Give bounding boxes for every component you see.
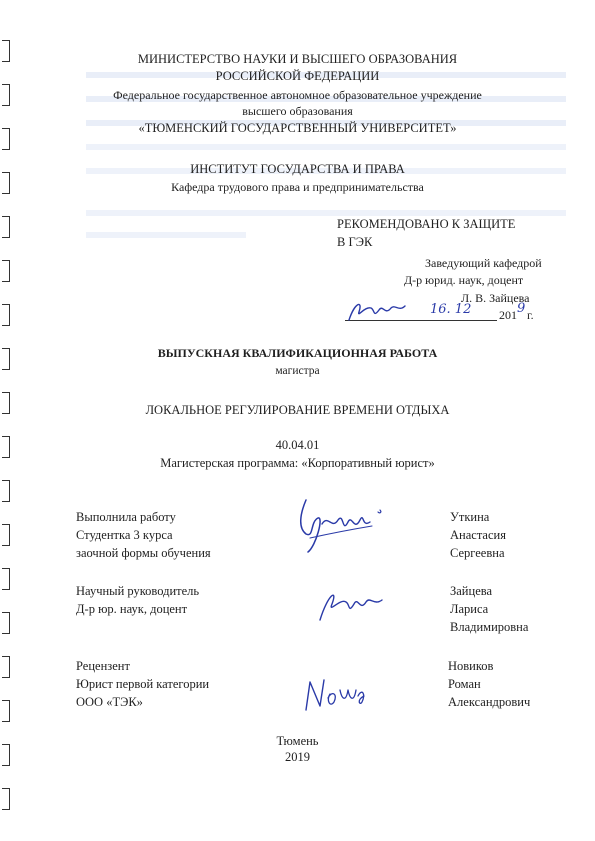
university-name: «ТЮМЕНСКИЙ ГОСУДАРСТВЕННЫЙ УНИВЕРСИТЕТ» (138, 121, 457, 135)
department-name: Кафедра трудового права и предпринимательства (171, 180, 424, 194)
author-surname: Уткина (450, 510, 490, 524)
ministry-line-1: МИНИСТЕРСТВО НАУКИ И ВЫСШЕГО ОБРАЗОВАНИЯ (137, 52, 458, 66)
supervisor-role-line-1: Научный руководитель (76, 584, 200, 598)
supervisor-patronymic: Владимировна (450, 620, 529, 634)
institute-name: ИНСТИТУТ ГОСУДАРСТВА И ПРАВА (190, 162, 405, 176)
author-signature (288, 494, 388, 558)
reviewer-name: Роман (448, 677, 481, 691)
degree-level: магистра (275, 365, 320, 377)
supervisor-role-line-2: Д-р юр. наук, доцент (76, 602, 188, 616)
handwritten-year-digit: 9 (517, 301, 526, 316)
footer-year: 2019 (285, 750, 310, 764)
work-title: ЛОКАЛЬНОЕ РЕГУЛИРОВАНИЕ ВРЕМЕНИ ОТДЫХА (145, 403, 450, 417)
supervisor-surname: Зайцева (450, 584, 493, 598)
reviewer-role-line-2: Юрист первой категории (76, 677, 210, 691)
work-type: ВЫПУСКНАЯ КВАЛИФИКАЦИОННАЯ РАБОТА (157, 346, 438, 360)
reviewer-patronymic: Александрович (448, 695, 531, 709)
author-role-line-3: заочной формы обучения (76, 546, 211, 560)
ministry-line-2: РОССИЙСКОЙ ФЕДЕРАЦИИ (215, 69, 380, 83)
footer-city: Тюмень (276, 734, 319, 748)
handwritten-date: 16. 12 (430, 302, 472, 317)
head-signature (345, 298, 415, 324)
reviewer-signature (300, 672, 370, 716)
approval-year-prefix: 201 (499, 308, 517, 322)
specialty-code: 40.04.01 (275, 438, 320, 452)
institution-line-2: высшего образования (242, 104, 353, 118)
reviewer-role-line-1: Рецензент (76, 659, 130, 673)
head-of-department-title: Заведующий кафедрой (425, 256, 542, 270)
head-of-department-degree: Д-р юрид. наук, доцент (404, 273, 524, 287)
reviewer-surname: Новиков (448, 659, 494, 673)
author-role-line-2: Студентка 3 курса (76, 528, 173, 542)
reviewer-role-line-3: ООО «ТЭК» (76, 695, 143, 709)
approval-line-2: В ГЭК (337, 235, 373, 249)
program-name: Магистерская программа: «Корпоративный юрист» (160, 456, 435, 470)
author-name: Анастасия (450, 528, 506, 542)
approval-line-1: РЕКОМЕНДОВАНО К ЗАЩИТЕ (337, 217, 516, 231)
head-of-department-name: Л. В. Зайцева (461, 291, 530, 305)
approval-year-suffix: г. (527, 308, 534, 322)
supervisor-signature (316, 584, 386, 624)
supervisor-name: Лариса (450, 602, 489, 616)
author-role-line-1: Выполнила работу (76, 510, 176, 524)
author-patronymic: Сергеевна (450, 546, 505, 560)
institution-line-1: Федеральное государственное автономное образовательное учреждение (113, 88, 482, 102)
